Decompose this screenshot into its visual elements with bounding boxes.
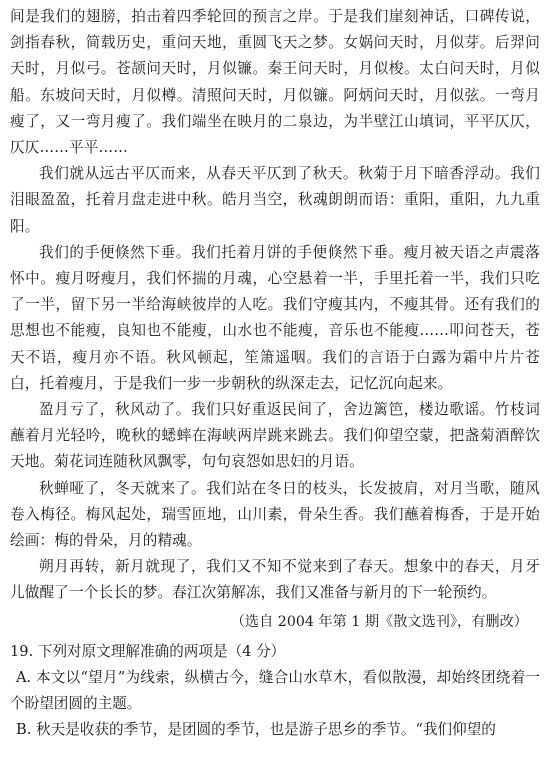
passage-paragraph-1: 间是我们的翅膀，拍击着四季轮回的预言之岸。于是我们崖刻神话，口碑传说，剑指春秋，简载历史，重问天地，重圆飞天之梦。女娲问天时，月似芽。后羿问天时，月似弓。苍颉问天时，月似镰。秦王问天时，月似梭。太白问天时，月似船。东坡问天时，月似樽。清照问天时，月似镰。阿炳问天时，月似弦。一弯月瘦了，又一弯月瘦了。我们端坐在映月的二泉边，为半壁江山填词，平平仄仄，仄仄……平平…… [10,8,540,157]
passage-paragraph-6: 朔月再转，新月就现了，我们又不知不觉来到了春天。想象中的春天，月牙儿做醒了一个长长的梦。春江次第解冻，我们又准备与新月的下一轮预约。 [10,558,540,602]
passage-paragraph-2: 我们就从远古平仄而来，从春天平仄到了秋天。秋菊于月下暗香浮动。我们泪眼盈盈，托着月盘走进中秋。皓月当空，秋魂朗朗而语：重阳，重阳，九九重阳。 [10,165,540,235]
option-letter: A. [16,668,32,686]
option-text: 秋天是收获的季节，是团圆的季节，也是游子思乡的季节。“我们仰望的 [36,721,496,739]
passage-paragraph-3: 我们的手便倏然下垂。我们托着月饼的手便倏然下垂。瘦月被天语之声震落怀中。瘦月呀瘦月，我们怀揣的月魂，心空悬着一半，手里托着一半，我们只吃了一半，留下另一半给海峡彼岸的人吃。我们守瘦其内，不瘦其骨。还有我们的思想也不能瘦，良知也不能瘦，山水也不能瘦，音乐也不能瘦……叩问苍天，苍天不语，瘦月亦不语。秋风顿起，笙箫遥咽。我们的言语于白露为霜中片片苍白，托着瘦月，于是我们一步一步朝秋的纵深走去，记忆沉向起来。 [10,243,540,392]
question-option-b [10,717,540,743]
question-stem: 19. 下列对原文理解准确的两项是（4 分） [10,642,286,660]
option-letter: B. [16,721,32,739]
source-citation: （选自 2004 年第 1 期《散文选刊》，有删改） [230,613,528,630]
passage-paragraph-5: 秋蝉哑了，冬天就来了。我们站在冬日的枝头，长发披肩，对月当歌，随风卷入梅径。梅风起处，瑞雪匝地，山川素，骨朵生香。我们蘸着梅香，于是开始绘画：梅的骨朵，月的精魂。 [10,479,540,550]
passage-paragraph-4: 盈月亏了，秋风动了。我们只好重返民间了，舍边篱笆，楼边歌谣。竹枝词蘸着月光轻吟，晚秋的蟋蟀在海峡两岸跳来跳去。我们仰望空蒙，把盏菊酒醉饮天地。菊花词连随秋风飘零，句句哀怨如思妇的月语。 [10,401,540,471]
question-option-a [10,665,540,717]
option-text: 本文以“望月”为线索，纵横古今，缝合山水草木，看似散漫，却始终团绕着一个盼望团圆的主题。 [10,668,540,712]
